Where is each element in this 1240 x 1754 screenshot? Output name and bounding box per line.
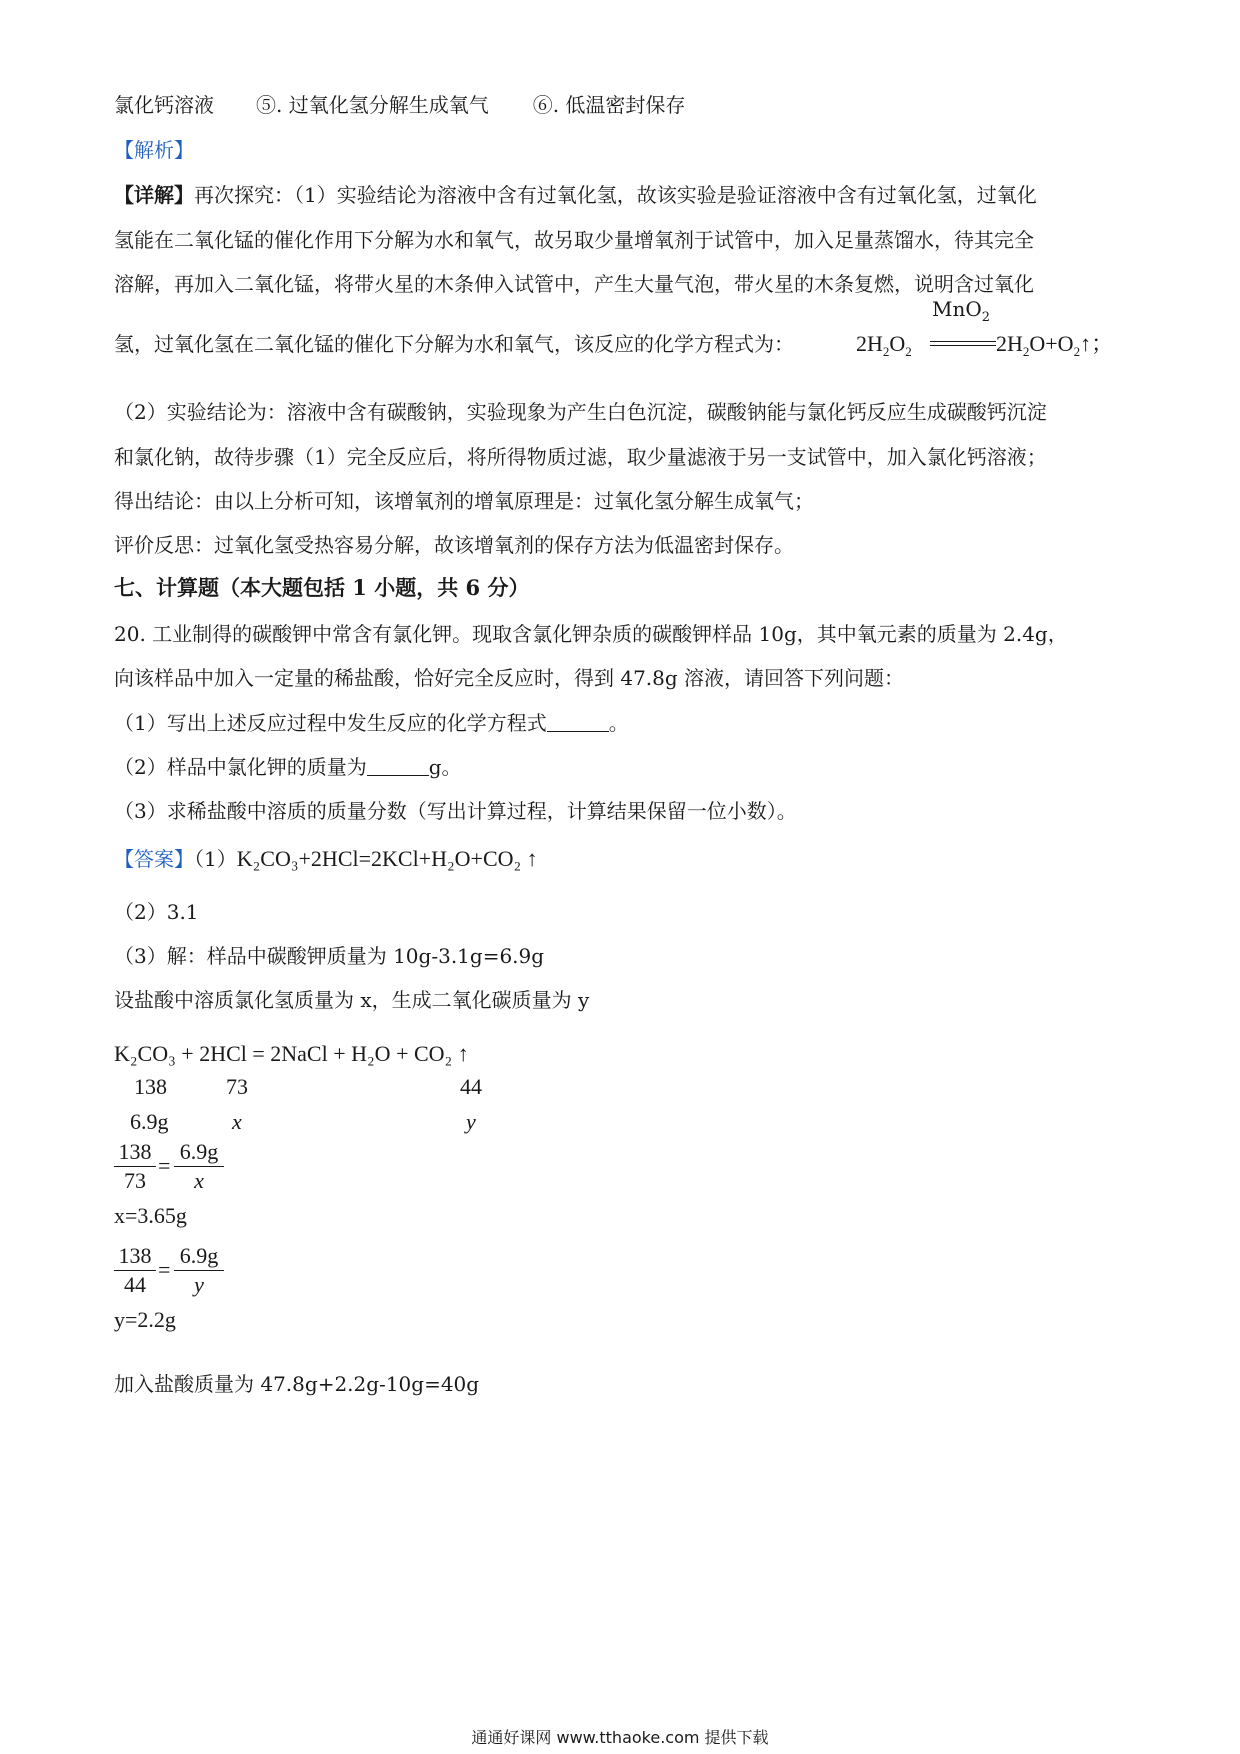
result-y: y=2.2g <box>114 1307 176 1332</box>
detail-p2-line-1: （2）实验结论为：溶液中含有碳酸钠，实验现象为产生白色沉淀，碳酸钠能与氯化钙反应生成碳酸钙沉淀 <box>114 400 1047 424</box>
detail-line-3: 溶解，再加入二氧化锰，将带火星的木条伸入试管中，产生大量气泡，带火星的木条复燃，说明含过氧化 <box>114 272 1034 296</box>
value-k2co3: 6.9g <box>130 1109 169 1134</box>
calc-equation: K₂CO₃ + 2HCl = 2NaCl + H₂O + CO₂ ↑ <box>114 1041 469 1066</box>
reaction-equation-h2o2: $2H_2O_2$ <box>856 331 912 359</box>
molar-mass-k2co3: 138 <box>134 1074 167 1099</box>
answer-line-2: （2）3.1 <box>114 900 199 924</box>
fraction-equals: = <box>158 1153 171 1178</box>
molar-mass-hcl: 73 <box>226 1074 248 1099</box>
value-x: x <box>232 1109 242 1134</box>
molar-mass-co2: 44 <box>460 1074 482 1099</box>
let-statement: 设盐酸中溶质氯化氢质量为 x，生成二氧化碳质量为 y <box>114 988 590 1012</box>
answer-line-1: 【答案】（1）K₂CO₃+2HCl=2KCl+H₂O+CO₂ ↑ <box>114 846 538 871</box>
answer-item-6: ⑥. 低温密封保存 <box>532 93 686 117</box>
answer-line-3: （3）解：样品中碳酸钾质量为 10g-3.1g=6.9g <box>114 944 545 968</box>
sub-question-2: （2）样品中氯化钾的质量为 g。 <box>114 755 462 779</box>
answer-item-5: ⑤. 过氧化氢分解生成氧气 <box>256 93 489 117</box>
fraction-69-x: $\frac{6.9g}{x}$ <box>174 1138 224 1195</box>
detail-line-4: 氢，过氧化氢在二氧化锰的催化下分解为水和氧气，该反应的化学方程式为： <box>114 332 794 356</box>
answer-tag: 【答案】 <box>114 847 194 871</box>
detail-text: 再次探究：（1）实验结论为溶液中含有过氧化氢，故该实验是验证溶液中含有过氧化氢，过氧化 <box>194 183 1037 207</box>
reaction-arrow-lines <box>930 341 996 346</box>
reaction-products: $2H_2O+O_2↑$； <box>996 331 1114 359</box>
conclusion-line: 得出结论：由以上分析可知，该增氧剂的增氧原理是：过氧化氢分解生成氧气； <box>114 489 814 513</box>
detail-line-1 <box>114 181 1037 209</box>
jiexi-label: 【解析】 <box>114 138 194 162</box>
sub-question-3: （3）求稀盐酸中溶质的质量分数（写出计算过程，计算结果保留一位小数）。 <box>114 799 797 823</box>
page-footer: 通通好课网 www.tthaoke.com 提供下载 <box>471 1728 769 1747</box>
answer-equation: K₂CO₃+2HCl=2KCl+H₂O+CO₂ ↑ <box>236 846 538 871</box>
top-answer-line <box>114 91 685 119</box>
catalyst-label: MnO$_2$ <box>932 297 991 325</box>
question-line-1: 20. 工业制得的碳酸钾中常含有氯化钾。现取含氯化钾杂质的碳酸钾样品 10g，其中氧元素的质量为 2.4g， <box>114 622 1068 646</box>
fraction-138-73: $\frac{138}{73}$ <box>114 1138 156 1195</box>
detail-line-2: 氢能在二氧化锰的催化作用下分解为水和氧气，故另取少量增氧剂于试管中，加入足量蒸馏水，待其完全 <box>114 228 1034 252</box>
detail-p2-line-2: 和氯化钠，故待步骤（1）完全反应后，将所得物质过滤，取少量滤液于另一支试管中，加入氯化钙溶液； <box>114 445 1047 469</box>
fraction-138-44: $\frac{138}{44}$ <box>114 1242 156 1299</box>
fraction-equals-2: = <box>158 1257 171 1282</box>
answer-blank <box>547 713 609 732</box>
reflection-line: 评价反思：过氧化氢受热容易分解，故该增氧剂的保存方法为低温密封保存。 <box>114 533 794 557</box>
fraction-69-y: $\frac{6.9g}{y}$ <box>174 1242 224 1299</box>
question-line-2: 向该样品中加入一定量的稀盐酸，恰好完全反应时，得到 47.8g 溶液，请回答下列问题： <box>114 666 905 690</box>
result-x: x=3.65g <box>114 1203 187 1228</box>
value-y: y <box>466 1109 476 1134</box>
detail-tag: 【详解】 <box>114 183 194 207</box>
final-answer-line: 加入盐酸质量为 47.8g+2.2g-10g=40g <box>114 1372 480 1396</box>
answer-item-4: 氯化钙溶液 <box>114 93 214 117</box>
section-title: 七、计算题（本大题包括 1 小题，共 6 分） <box>114 575 530 600</box>
sub-question-1: （1）写出上述反应过程中发生反应的化学方程式 。 <box>114 711 629 735</box>
answer-blank <box>367 757 429 776</box>
